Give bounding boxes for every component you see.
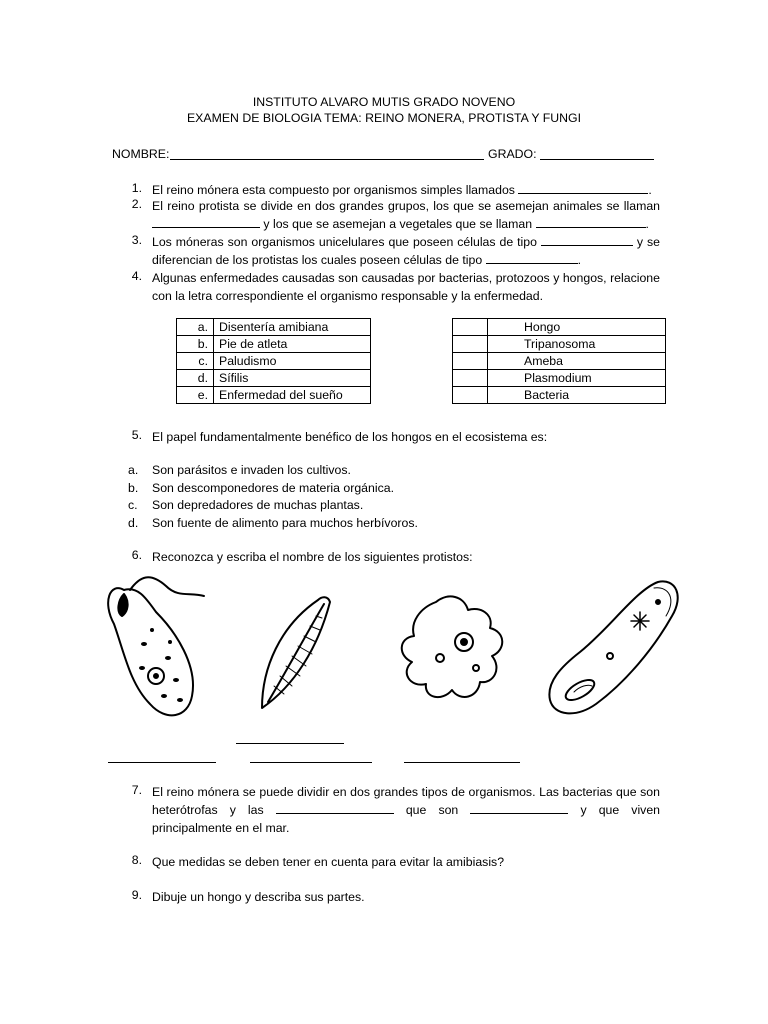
q3-text-a: Los móneras son organismos unicelulares que poseen células de tipo: [152, 235, 537, 249]
q2-text-c: .: [645, 217, 649, 231]
match-answer-cell[interactable]: [453, 353, 488, 370]
option-text: Son descomponedores de materia orgánica.: [152, 481, 394, 495]
protist-answer-1[interactable]: [108, 762, 216, 763]
match-answer-cell[interactable]: [453, 387, 488, 404]
q7-text: [152, 783, 660, 837]
option-text: Son depredadores de muchas plantas.: [152, 498, 364, 512]
amoeba-drawing: [402, 596, 503, 697]
q9-number: 9.: [131, 888, 142, 902]
organism-table: [452, 318, 666, 404]
protist-illustrations: [80, 572, 680, 732]
disease-letter: c.: [177, 353, 214, 370]
q3-text-c: .: [577, 253, 582, 267]
q4-number: 4.: [131, 269, 142, 283]
disease-letter: b.: [177, 336, 214, 353]
protist-answer-3[interactable]: [250, 762, 372, 763]
q3-answer-blank-2[interactable]: [486, 252, 578, 264]
q2-number: 2.: [131, 197, 142, 211]
q7-text-a: El reino mónera se puede dividir en dos grandes tipos de organismos. Las bacterias que son heterótrofas y las: [152, 785, 660, 817]
q3-text-b: y se diferencian de los protistas los cuales poseen células de tipo: [152, 235, 661, 267]
disease-name: Paludismo: [214, 353, 371, 370]
q2-text: [152, 197, 660, 233]
option-letter: c.: [128, 498, 138, 512]
table-row: [453, 336, 666, 353]
table-row: [453, 370, 666, 387]
grade-field[interactable]: [540, 159, 654, 160]
option-d[interactable]: [128, 514, 418, 532]
match-answer-cell[interactable]: [453, 319, 488, 336]
protist-answer-4[interactable]: [404, 762, 520, 763]
exam-title: EXAMEN DE BIOLOGIA TEMA: REINO MONERA, PROTISTA Y FUNGI: [186, 111, 582, 125]
organism-name: Plasmodium: [488, 370, 666, 387]
q8-text: Que medidas se deben tener en cuenta para evitar la amibiasis?: [152, 855, 505, 869]
protist-answer-2[interactable]: [236, 743, 344, 744]
table-row: [177, 336, 371, 353]
q1-answer-blank[interactable]: [518, 182, 648, 194]
name-label: NOMBRE:: [112, 147, 170, 161]
organism-name: Tripanosoma: [488, 336, 666, 353]
q7-answer-blank-2[interactable]: [470, 802, 568, 814]
disease-name: Disentería amibiana: [214, 319, 371, 336]
q9-text: Dibuje un hongo y describa sus partes.: [152, 890, 365, 904]
q2-text-a: El reino protista se divide en dos grandes grupos, los que se asemejan animales se llaman: [152, 199, 660, 213]
q3-answer-blank-1[interactable]: [541, 234, 633, 246]
q7-text-b: que son: [405, 803, 459, 817]
q5-number: 5.: [131, 428, 142, 442]
option-b[interactable]: [128, 479, 394, 497]
grade-label: GRADO:: [488, 147, 537, 161]
disease-letter: d.: [177, 370, 214, 387]
organism-name: Bacteria: [488, 387, 666, 404]
q1-number: 1.: [131, 181, 142, 195]
q4-text: Algunas enfermedades causadas son causadas por bacterias, protozoos y hongos, relacione con la letra correspondiente el organismo responsable y la enfermedad.: [152, 271, 660, 303]
paramecium-drawing: [549, 581, 677, 713]
q7-number: 7.: [131, 783, 142, 797]
q1-text-b: .: [648, 183, 652, 197]
disease-name: Pie de atleta: [214, 336, 371, 353]
disease-name: Enfermedad del sueño: [214, 387, 371, 404]
option-letter: b.: [128, 481, 139, 495]
euglena-drawing: [108, 577, 204, 715]
option-c[interactable]: [128, 496, 363, 514]
name-field[interactable]: [170, 159, 484, 160]
option-text: Son fuente de alimento para muchos herbívoros.: [152, 516, 418, 530]
disease-letter: e.: [177, 387, 214, 404]
q1-text-a: El reino mónera esta compuesto por organismos simples llamados: [152, 183, 515, 197]
q2-answer-blank-2[interactable]: [536, 216, 646, 228]
match-answer-cell[interactable]: [453, 336, 488, 353]
option-text: Son parásitos e invaden los cultivos.: [152, 463, 351, 477]
table-row: [453, 387, 666, 404]
organism-name: Hongo: [488, 319, 666, 336]
q6-text: Reconozca y escriba el nombre de los siguientes protistos:: [152, 550, 473, 564]
option-a[interactable]: [128, 461, 351, 479]
disease-table: [176, 318, 371, 404]
table-row: [177, 319, 371, 336]
q6-number: 6.: [131, 548, 142, 562]
table-row: [177, 353, 371, 370]
table-row: [177, 387, 371, 404]
table-row: [177, 370, 371, 387]
option-letter: a.: [128, 463, 139, 477]
organism-name: Ameba: [488, 353, 666, 370]
q7-answer-blank-1[interactable]: [276, 802, 394, 814]
table-row: [453, 319, 666, 336]
q7-text-c: y que viven principalmente en el mar.: [152, 803, 661, 835]
q2-answer-blank-1[interactable]: [152, 216, 260, 228]
q3-text: [152, 233, 660, 269]
school-title: INSTITUTO ALVARO MUTIS GRADO NOVENO: [252, 95, 516, 109]
table-row: [453, 353, 666, 370]
match-answer-cell[interactable]: [453, 370, 488, 387]
q3-number: 3.: [131, 233, 142, 247]
disease-letter: a.: [177, 319, 214, 336]
q8-number: 8.: [131, 853, 142, 867]
q2-text-b: y los que se asemejan a vegetales que se llaman: [263, 217, 533, 231]
disease-name: Sífilis: [214, 370, 371, 387]
diatom-drawing: [262, 597, 330, 708]
option-letter: d.: [128, 516, 139, 530]
q5-text: El papel fundamentalmente benéfico de los hongos en el ecosistema es:: [152, 430, 548, 444]
